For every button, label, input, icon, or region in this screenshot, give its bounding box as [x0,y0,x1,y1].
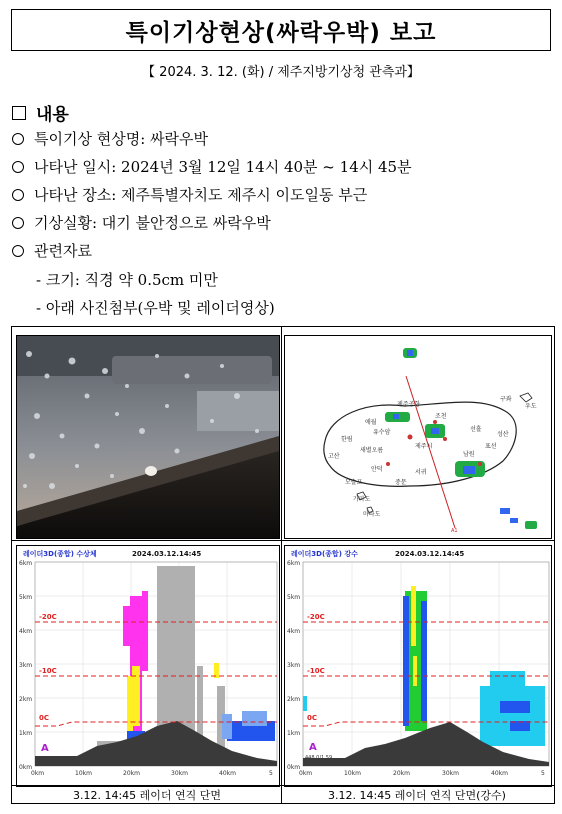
map-label: 구좌 [500,396,512,403]
x-tick-label: 0km [299,770,313,777]
section-start-marker: A [41,743,49,754]
map-label: 선흘 [470,426,482,433]
square-bullet-icon [12,106,26,120]
figure-caption: 3.12. 14:45 레이더 연직 단면 [72,789,222,801]
isotherm-label: -10C [307,667,325,675]
x-tick-label: 30km [442,770,459,777]
report-subtitle: 【 2024. 3. 12. (화) / 제주지방기상청 관측과】 [142,65,420,80]
item-datetime: 나타난 일시: 2024년 3월 12일 14시 40분 ~ 14시 45분 [12,156,412,177]
radar-note: 448.0/1.59 [305,755,333,761]
isotherm-label: 0C [39,714,50,722]
circle-bullet-icon [12,133,24,145]
circle-bullet-icon [12,245,24,257]
circle-bullet-icon [12,189,24,201]
isotherm-label: -10C [39,667,57,675]
y-tick-label: 1km [287,730,301,737]
map-label: 안덕 [371,466,383,473]
x-tick-label: 0km [31,770,45,777]
section-endpoint-label: A1 [451,528,458,534]
caption-cell [284,787,550,801]
map-label: 고산 [328,453,340,460]
map-label: 남원 [463,451,475,458]
y-tick-label: 6km [287,560,301,567]
x-tick-label: 20km [393,770,410,777]
map-label: 유수암 [373,429,391,436]
item-location: 나타난 장소: 제주특별자치도 제주시 이도일동 부근 [12,184,367,205]
x-tick-label: 40km [219,770,236,777]
item-related-data: 관련자료 [12,240,92,261]
item-phenomenon: 특이기상 현상명: 싸락우박 [12,128,208,149]
chart-product-label: 레이더3D(종합) 강수 [291,550,358,558]
isotherm-label: -20C [307,613,325,621]
y-tick-label: 5km [19,594,33,601]
x-tick-label: 20km [123,770,140,777]
item-conditions: 기상실황: 대기 불안정으로 싸락우박 [12,212,271,233]
x-tick-label: 30km [171,770,188,777]
sub-item-attachment: - 아래 사진첨부(우박 및 레이더영상) [36,299,275,317]
chart-product-label: 레이더3D(종합) 수상체 [23,550,97,558]
map-label: 마라도 [363,511,381,518]
map-label: 표선 [485,443,497,450]
x-tick-label: 5 [541,770,545,777]
map-label: 가파도 [353,496,371,503]
x-tick-label: 10km [344,770,361,777]
y-tick-label: 4km [19,628,33,635]
y-tick-label: 3km [287,662,301,669]
map-label: 성산 [497,431,509,438]
y-tick-label: 0km [19,764,33,771]
map-label: 새별오름 [360,447,384,454]
y-tick-label: 1km [19,730,33,737]
section-heading: 내용 [12,100,69,125]
map-label: 모슬포 [345,479,363,486]
map-label: 우도 [525,403,537,410]
map-label: 제주시 [415,443,433,450]
caption-cell [16,787,278,801]
radar-map [284,335,552,539]
chart-timestamp: 2024.03.12.14:45 [395,550,465,558]
map-label: 제주공항 [397,401,421,408]
y-tick-label: 2km [287,696,301,703]
grid-divider [12,785,554,786]
x-tick-label: 40km [491,770,508,777]
isotherm-label: 0C [307,714,318,722]
chart-timestamp: 2024.03.12.14:45 [132,550,202,558]
hail-photo [16,335,280,539]
y-tick-label: 2km [19,696,33,703]
section-start-marker: A [309,742,317,753]
map-label: 중문 [395,479,407,486]
map-label: 서귀 [415,469,427,476]
y-tick-label: 5km [287,594,301,601]
radar-cross-section-precipitation [284,545,552,787]
grid-divider [281,327,282,803]
y-tick-label: 0km [287,764,301,771]
x-tick-label: 5 [269,770,273,777]
sub-item-size: - 크기: 직경 약 0.5cm 미만 [36,271,218,289]
y-tick-label: 4km [287,628,301,635]
circle-bullet-icon [12,161,24,173]
y-tick-label: 6km [19,560,33,567]
figure-grid [11,326,555,804]
radar-cross-section-hydrometeor [16,545,280,787]
isotherm-label: -20C [39,613,57,621]
y-tick-label: 3km [19,662,33,669]
circle-bullet-icon [12,217,24,229]
map-label: 조천 [435,413,447,420]
x-tick-label: 10km [75,770,92,777]
grid-divider [12,540,554,541]
map-label: 애월 [365,419,377,426]
map-label: 한림 [341,436,353,443]
report-title: 특이기상현상(싸락우박) 보고 [11,9,551,51]
figure-caption: 3.12. 14:45 레이더 연직 단면(강수) [328,789,506,801]
